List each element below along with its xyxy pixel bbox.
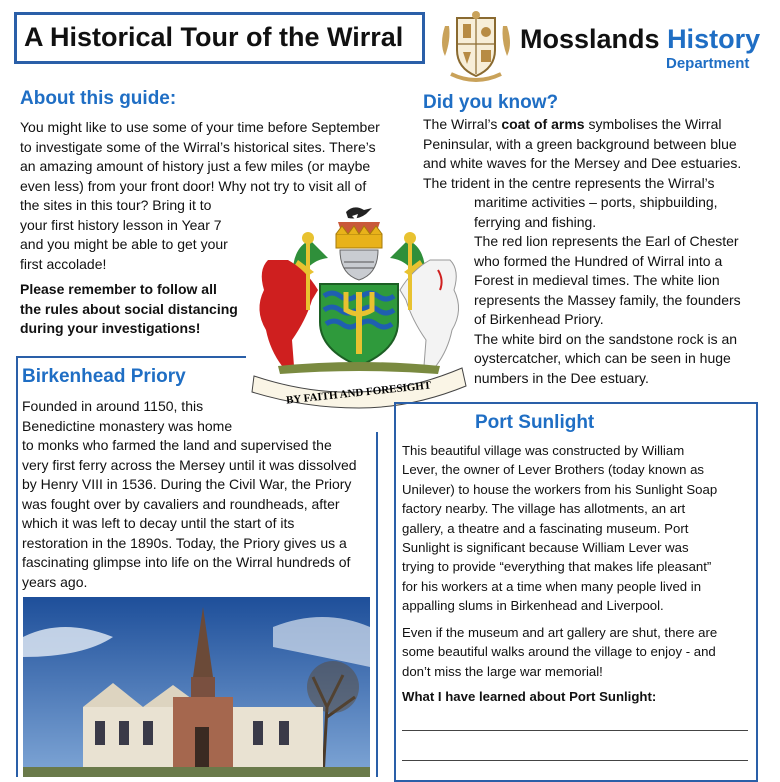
page-title: A Historical Tour of the Wirral	[24, 22, 404, 52]
priory-box-right	[376, 432, 378, 777]
about-heading: About this guide:	[20, 88, 177, 109]
port-sunlight-heading: Port Sunlight	[475, 412, 595, 433]
priory-box-left	[16, 356, 18, 777]
priory-box-top	[16, 356, 246, 358]
port-sunlight-text: This beautiful village was constructed by William Lever, the owner of Lever Brothers (today known as Unilever) to house the workers from his Sunlight Soap factory nearby. The village has allotments, an art gallery, a theatre and a fascinating museum. Port Sunlight is significant because William Lever was trying to provide “everything that makes life pleasant” for his workers at a time when many people lived in appalling slums in Birkenhead and Liverpool.	[402, 443, 718, 614]
priory-text: Founded in around 1150, this Benedictine monastery was home to monks who farmed the land and supervised the very first ferry across the Mersey until it was dissolved by Henry VIII in 1536. During the Civil War, the Priory was fought over by cavaliers and roundheads, after which it was left to decay until the start of its restoration in the 1890s. Today, the Priory gives us a fascinating glimpse into life on the Wirral hundreds of years ago.	[22, 398, 357, 590]
department-subtitle: Department	[666, 55, 750, 72]
learned-label: What I have learned about Port Sunlight:	[402, 689, 657, 704]
did-you-know-text: The Wirral’s coat of arms symbolises the Wirral Peninsular, with a green background between blue and white waves for the Mersey and Dee estuaries. The trident in the centre represents the Wirral’s maritime activities – ports, shipbuilding, ferrying and fishing. The red lion represents the Earl of Chester who formed the Hundred of Wirral into a Forest in medieval times. The white lion represents the Massey family, the founders of Birkenhead Priory. The white bird on the sandstone rock is an oystercatcher, which can be seen in huge numbers in the Dee estuary.	[423, 116, 742, 386]
port-sunlight-museum-text: Even if the museum and art gallery are shut, there are some beautiful walks around the village to enjoy - and don’t miss the large war memorial!	[402, 625, 718, 679]
priory-photo	[23, 597, 370, 777]
about-text: You might like to use some of your time before September to investigate some of the Wirral’s historical sites. There’s an amazing amount of history just a few miles (or maybe even less) from your front door! Why not try to visit all of the sites in this tour? Bring it to your first history lesson in Year 7 and you might be able to get your first accolade!	[20, 119, 380, 272]
answer-line-2[interactable]	[402, 760, 748, 761]
answer-line-1[interactable]	[402, 730, 748, 731]
coat-of-arms-icon	[248, 200, 470, 410]
distancing-warning: Please remember to follow all the rules about social distancing during your investigations!	[20, 281, 238, 336]
priory-heading: Birkenhead Priory	[22, 366, 186, 387]
school-crest-icon	[437, 10, 515, 84]
coat-of-arms-motto: BY FAITH AND FORESIGHT	[285, 379, 432, 407]
department-name: Mosslands History	[520, 24, 761, 54]
did-you-know-heading: Did you know?	[423, 92, 559, 113]
